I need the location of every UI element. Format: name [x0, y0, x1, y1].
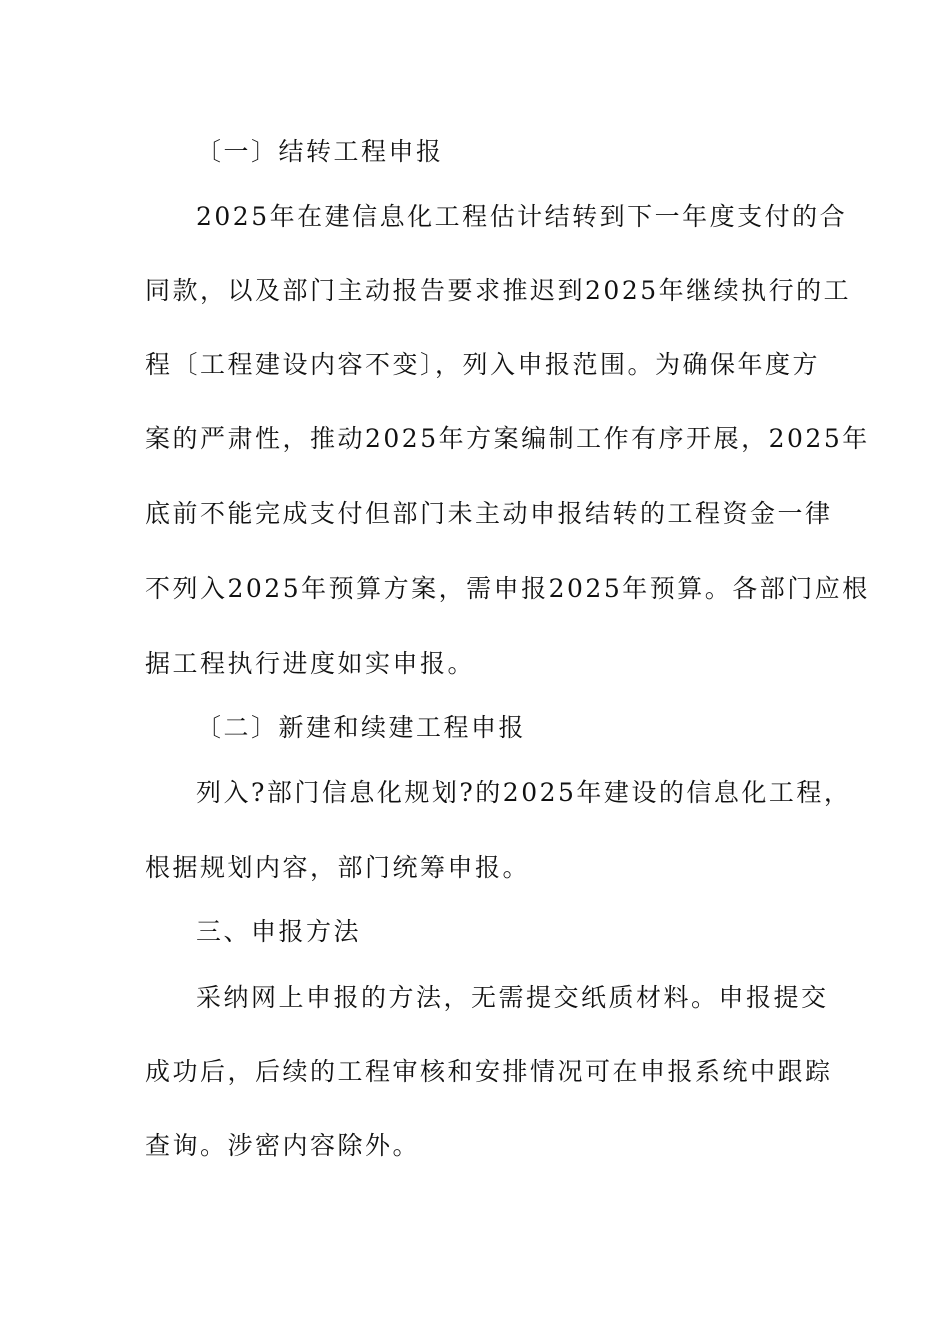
section-heading-new-projects: 〔二〕新建和续建工程申报	[196, 713, 527, 742]
paragraph-line: 2025年在建信息化工程估计结转到下一年度支付的合	[196, 202, 848, 231]
paragraph-line: 查询。涉密内容除外。	[145, 1131, 421, 1160]
paragraph-line: 根据规划内容，部门统筹申报。	[145, 853, 531, 882]
paragraph-line: 不列入2025年预算方案，需申报2025年预算。各部门应根	[145, 574, 870, 603]
paragraph-line: 同款，以及部门主动报告要求推迟到2025年继续执行的工	[145, 276, 852, 305]
paragraph-line: 底前不能完成支付但部门未主动申报结转的工程资金一律	[145, 499, 833, 528]
paragraph-line: 列入?部门信息化规划?的2025年建设的信息化工程，	[196, 778, 852, 807]
paragraph-line: 采纳网上申报的方法，无需提交纸质材料。申报提交	[196, 983, 829, 1012]
paragraph-line: 程〔工程建设内容不变〕，列入申报范围。为确保年度方	[145, 350, 821, 379]
paragraph-line: 案的严肃性，推动2025年方案编制工作有序开展，2025年	[145, 424, 870, 453]
section-heading-method: 三、申报方法	[196, 917, 362, 946]
paragraph-line: 据工程执行进度如实申报。	[145, 649, 476, 678]
section-heading-carryover: 〔一〕结转工程申报	[196, 137, 444, 166]
paragraph-line: 成功后，后续的工程审核和安排情况可在申报系统中跟踪	[145, 1057, 833, 1086]
